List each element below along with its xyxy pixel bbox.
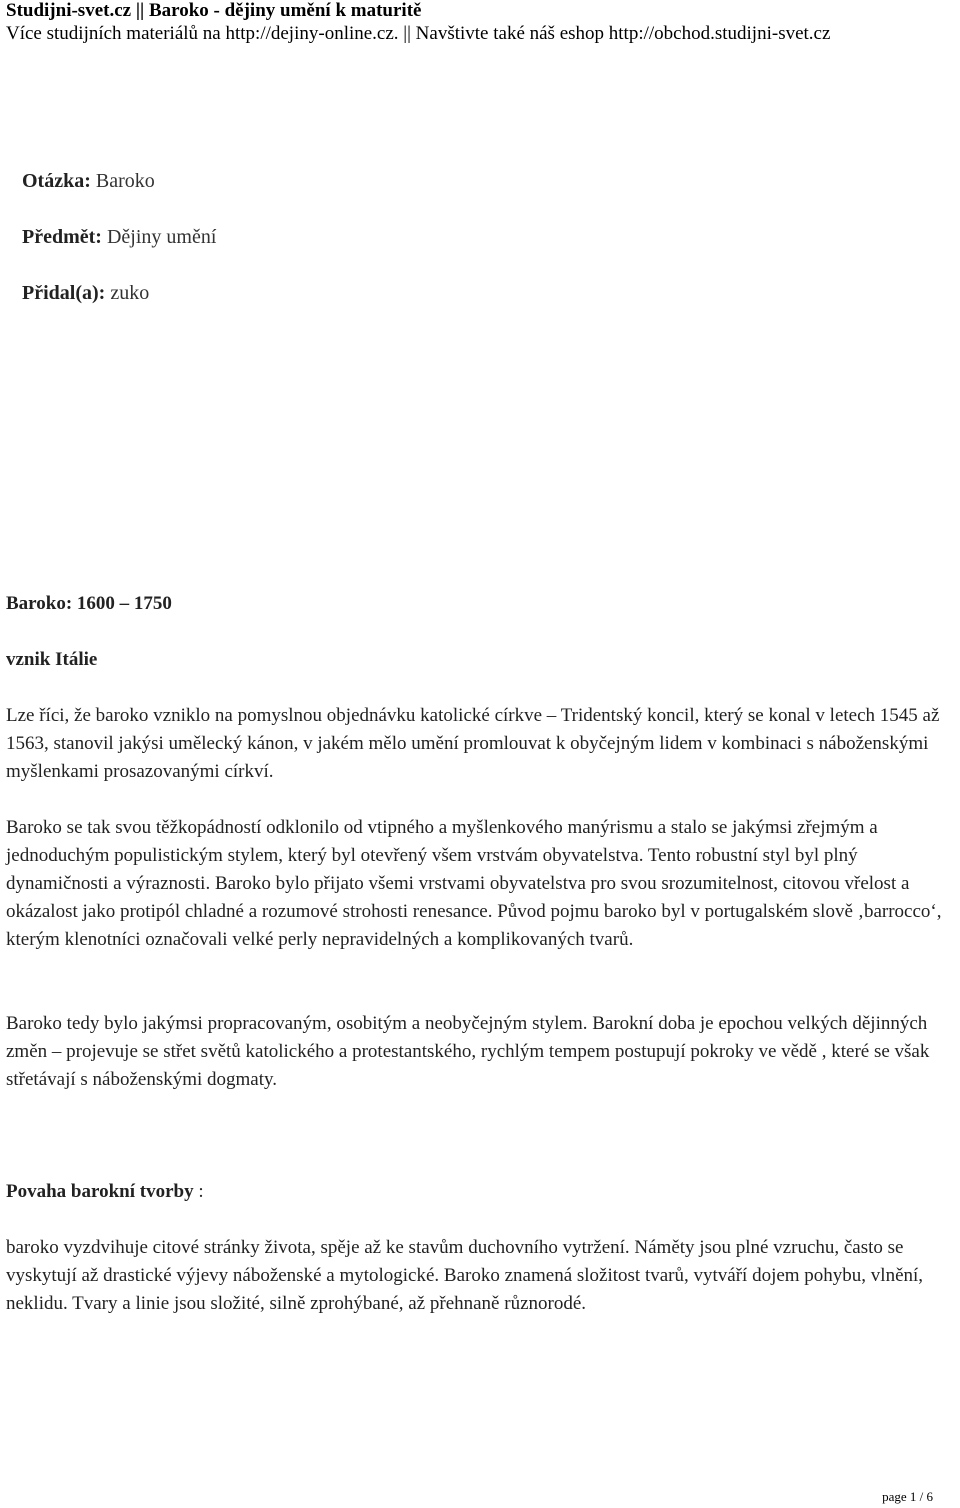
author-label: Přidal(a): bbox=[22, 282, 106, 304]
subject-value: Dějiny umění bbox=[106, 226, 217, 248]
author-value: zuko bbox=[110, 282, 150, 304]
question-row bbox=[22, 170, 155, 193]
page-number: page 1 / 6 bbox=[882, 1489, 933, 1504]
subject-row bbox=[22, 226, 216, 249]
section-heading-row bbox=[6, 1178, 958, 1206]
section-heading: Povaha barokní tvorby bbox=[6, 1181, 194, 1202]
site-header-links: Více studijních materiálů na http://dejiny-online.cz. || Navštivte také náš eshop http://obchod.studijni-svet.cz bbox=[6, 23, 831, 44]
site-header-title: Studijni-svet.cz || Baroko - dějiny umění k maturitě bbox=[6, 0, 422, 21]
author-row bbox=[22, 282, 149, 305]
paragraph-intro: Lze říci, že baroko vzniklo na pomyslnou objednávku katolické církve – Tridentský koncil, který se konal v letech 1545 až 1563, stanovil jakýsi umělecký kánon, v jakém mělo umění promlouvat k obyčejným lidem v kombinaci s náboženskými myšlenkami prosazovanými církví. bbox=[6, 705, 940, 782]
paragraph-character: baroko vyzdvihuje citové stránky života, spěje až ke stavům duchovního vytržení. Náměty jsou plné vzruchu, často se vyskytují až drastické výjevy náboženské a mytologické. Baroko znamená složitost tvarů, vytváří dojem pohybu, vlnění, neklidu. Tvary a linie jsou složité, silně zprohýbané, až přehnaně různorodé. bbox=[6, 1237, 924, 1314]
question-value: Baroko bbox=[95, 170, 155, 192]
origin-heading: vznik Itálie bbox=[6, 649, 98, 670]
paragraph-epoch: Baroko tedy bylo jakýmsi propracovaným, osobitým a neobyčejným stylem. Barokní doba je epochou velkých dějinných změn – projevuje se střet světů katolického a protestantského, rychlým tempem postupují pokroky ve vědě , které se však střetávají s náboženskými dogmaty. bbox=[6, 1013, 930, 1090]
paragraph-style: Baroko se tak svou těžkopádností odklonilo od vtipného a myšlenkového manýrismu a stalo se jakýmsi zřejmým a jednoduchým populistickým stylem, který byl otevřený všem vrstvám obyvatelstva. Tento robustní styl byl plný dynamičnosti a výraznosti. Baroko bylo přijato všemi vrstvami obyvatelstva pro svou srozumitelnost, citovou vřelost a okázalost jako protipól chladné a rozumové strohosti renesance. Původ pojmu baroko byl v portugalském slově ‚barrocco‘, kterým klenotníci označovali velké perly nepravidelných a komplikovaných tvarů. bbox=[6, 817, 942, 950]
period-heading: Baroko: 1600 – 1750 bbox=[6, 593, 172, 614]
question-label: Otázka: bbox=[22, 170, 91, 192]
subject-label: Předmět: bbox=[22, 226, 102, 248]
section-heading-colon: : bbox=[193, 1181, 204, 1202]
